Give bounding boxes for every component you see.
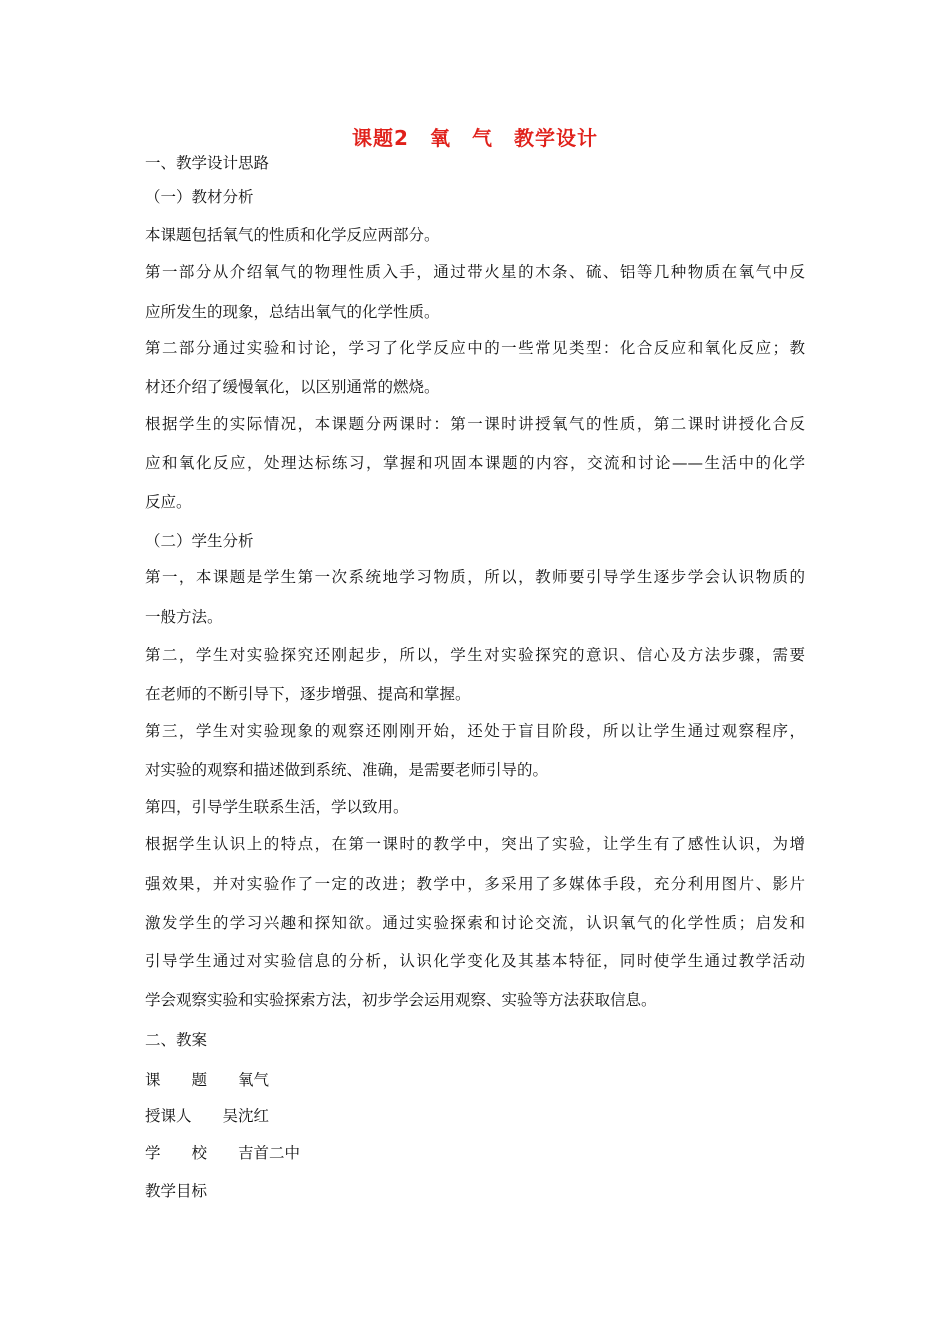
- paragraph-line: 反应。: [145, 493, 192, 511]
- section-heading-lesson-plan: 二、教案: [145, 1031, 208, 1049]
- lesson-teacher: 授课人 吴沈红: [145, 1107, 270, 1125]
- paragraph-line: 引导学生通过对实验信息的分析，认识化学变化及其基本特征，同时使学生通过教学活动: [145, 952, 805, 970]
- paragraph-line: 一般方法。: [145, 608, 223, 626]
- document-title: 课题2 氧 气 教学设计: [352, 126, 598, 150]
- lesson-school: 学 校 吉首二中: [145, 1144, 301, 1162]
- paragraph-line: 第一部分从介绍氧气的物理性质入手，通过带火星的木条、硫、铝等几种物质在氧气中反: [145, 263, 805, 281]
- paragraph-line: 激发学生的学习兴趣和探知欲。通过实验探索和讨论交流，认识氧气的化学性质；启发和: [145, 914, 805, 932]
- paragraph-line: 根据学生认识上的特点，在第一课时的教学中，突出了实验，让学生有了感性认识，为增: [145, 835, 805, 853]
- paragraph-line: 学会观察实验和实验探索方法，初步学会运用观察、实验等方法获取信息。: [145, 991, 657, 1009]
- lesson-topic: 课 题 氧气: [145, 1071, 270, 1089]
- paragraph-line: 强效果，并对实验作了一定的改进；教学中，多采用了多媒体手段，充分利用图片、影片: [145, 875, 805, 893]
- paragraph-line: 第二部分通过实验和讨论，学习了化学反应中的一些常见类型：化合反应和氧化反应；教: [145, 339, 805, 357]
- paragraph-line: 应所发生的现象，总结出氧气的化学性质。: [145, 303, 440, 321]
- paragraph-line: 材还介绍了缓慢氧化，以区别通常的燃烧。: [145, 378, 440, 396]
- paragraph-line: 对实验的观察和描述做到系统、准确，是需要老师引导的。: [145, 761, 549, 779]
- paragraph-line: 根据学生的实际情况，本课题分两课时：第一课时讲授氧气的性质，第二课时讲授化合反: [145, 415, 805, 433]
- paragraph-line: 本课题包括氧气的性质和化学反应两部分。: [145, 226, 440, 244]
- subheading-material-analysis: （一）教材分析: [145, 188, 254, 206]
- paragraph-line: 第二，学生对实验探究还刚起步，所以，学生对实验探究的意识、信心及方法步骤，需要: [145, 646, 805, 664]
- paragraph-line: 应和氧化反应，处理达标练习，掌握和巩固本课题的内容，交流和讨论——生活中的化学: [145, 454, 805, 472]
- paragraph-line: 第四，引导学生联系生活，学以致用。: [145, 798, 409, 816]
- paragraph-line: 在老师的不断引导下，逐步增强、提高和掌握。: [145, 685, 471, 703]
- subheading-student-analysis: （二）学生分析: [145, 532, 254, 550]
- section-heading-design-ideas: 一、教学设计思路: [145, 154, 270, 172]
- lesson-objectives-heading: 教学目标: [145, 1182, 208, 1200]
- paragraph-line: 第一，本课题是学生第一次系统地学习物质，所以，教师要引导学生逐步学会认识物质的: [145, 568, 805, 586]
- paragraph-line: 第三，学生对实验现象的观察还刚刚开始，还处于盲目阶段，所以让学生通过观察程序，: [145, 722, 805, 740]
